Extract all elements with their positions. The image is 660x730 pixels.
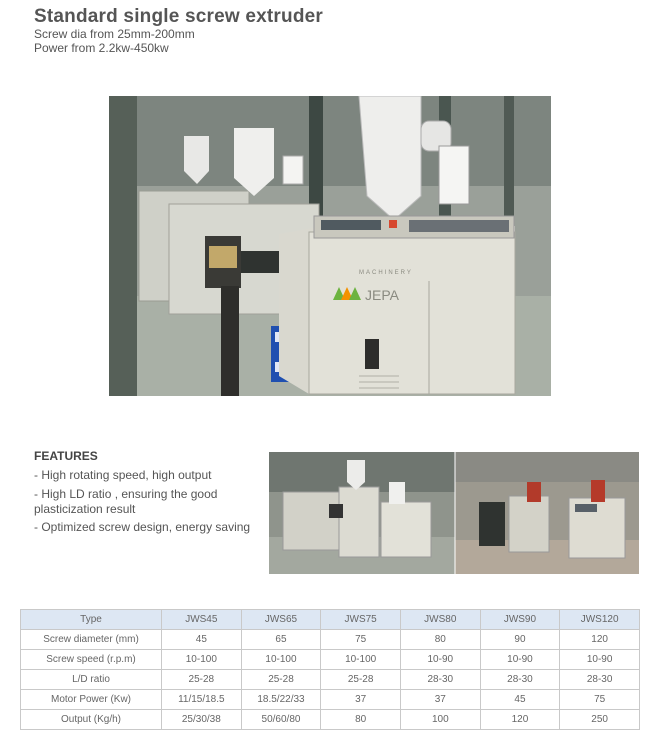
table-cell: 65 [241,630,321,650]
table-header-row [21,610,640,630]
row-label: L/D ratio [21,670,162,690]
table-cell: 10-90 [560,650,640,670]
table-cell: 10-100 [241,650,321,670]
table-cell: 28-30 [560,670,640,690]
table-cell: 11/15/18.5 [162,690,242,710]
row-label: Motor Power (Kw) [21,690,162,710]
row-label: Output (Kg/h) [21,710,162,730]
table-cell: 80 [400,630,480,650]
table-row [21,650,640,670]
table-row [21,630,640,650]
table-cell: 120 [480,710,560,730]
header-cell: JWS75 [321,610,401,630]
header-cell: JWS90 [480,610,560,630]
table-cell: 120 [560,630,640,650]
table-row [21,710,640,730]
table-row [21,690,640,710]
table-cell: 10-90 [400,650,480,670]
header-cell: Type [21,610,162,630]
row-label: Screw speed (r.p.m) [21,650,162,670]
table-cell: 28-30 [480,670,560,690]
table-cell: 90 [480,630,560,650]
table-cell: 45 [162,630,242,650]
table-cell: 25-28 [241,670,321,690]
table-cell: 75 [560,690,640,710]
feature-item: - High rotating speed, high output [34,468,212,482]
table-cell: 80 [321,710,401,730]
table-cell: 250 [560,710,640,730]
table-cell: 25/30/38 [162,710,242,730]
header-cell: JWS45 [162,610,242,630]
feature-item: - High LD ratio , ensuring the good plasticization result [34,487,218,516]
table-cell: 10-100 [321,650,401,670]
table-cell: 75 [321,630,401,650]
table-row [21,670,640,690]
header-cell: JWS120 [560,610,640,630]
table-cell: 37 [400,690,480,710]
table-cell: 18.5/22/33 [241,690,321,710]
specification-table [20,609,640,730]
table-cell: 10-90 [480,650,560,670]
features-heading: FEATURES [34,449,98,463]
table-cell: 25-28 [162,670,242,690]
table-cell: 50/60/80 [241,710,321,730]
row-label: Screw diameter (mm) [21,630,162,650]
table-cell: 45 [480,690,560,710]
table-cell: 37 [321,690,401,710]
table-cell: 28-30 [400,670,480,690]
power-range: Power from 2.2kw-450kw [34,41,169,55]
feature-item: - Optimized screw design, energy saving [34,520,251,534]
logo-subtext: MACHINERY [359,270,413,276]
table-cell: 10-100 [162,650,242,670]
extruder-photo [109,96,551,396]
page-title: Standard single screw extruder [34,6,323,27]
screw-dia-range: Screw dia from 25mm-200mm [34,27,195,41]
logo-text: JEPA [365,287,399,303]
table-cell: 100 [400,710,480,730]
header-cell: JWS65 [241,610,321,630]
table-cell: 25-28 [321,670,401,690]
header-cell: JWS80 [400,610,480,630]
extruder-line-photo [269,452,639,574]
